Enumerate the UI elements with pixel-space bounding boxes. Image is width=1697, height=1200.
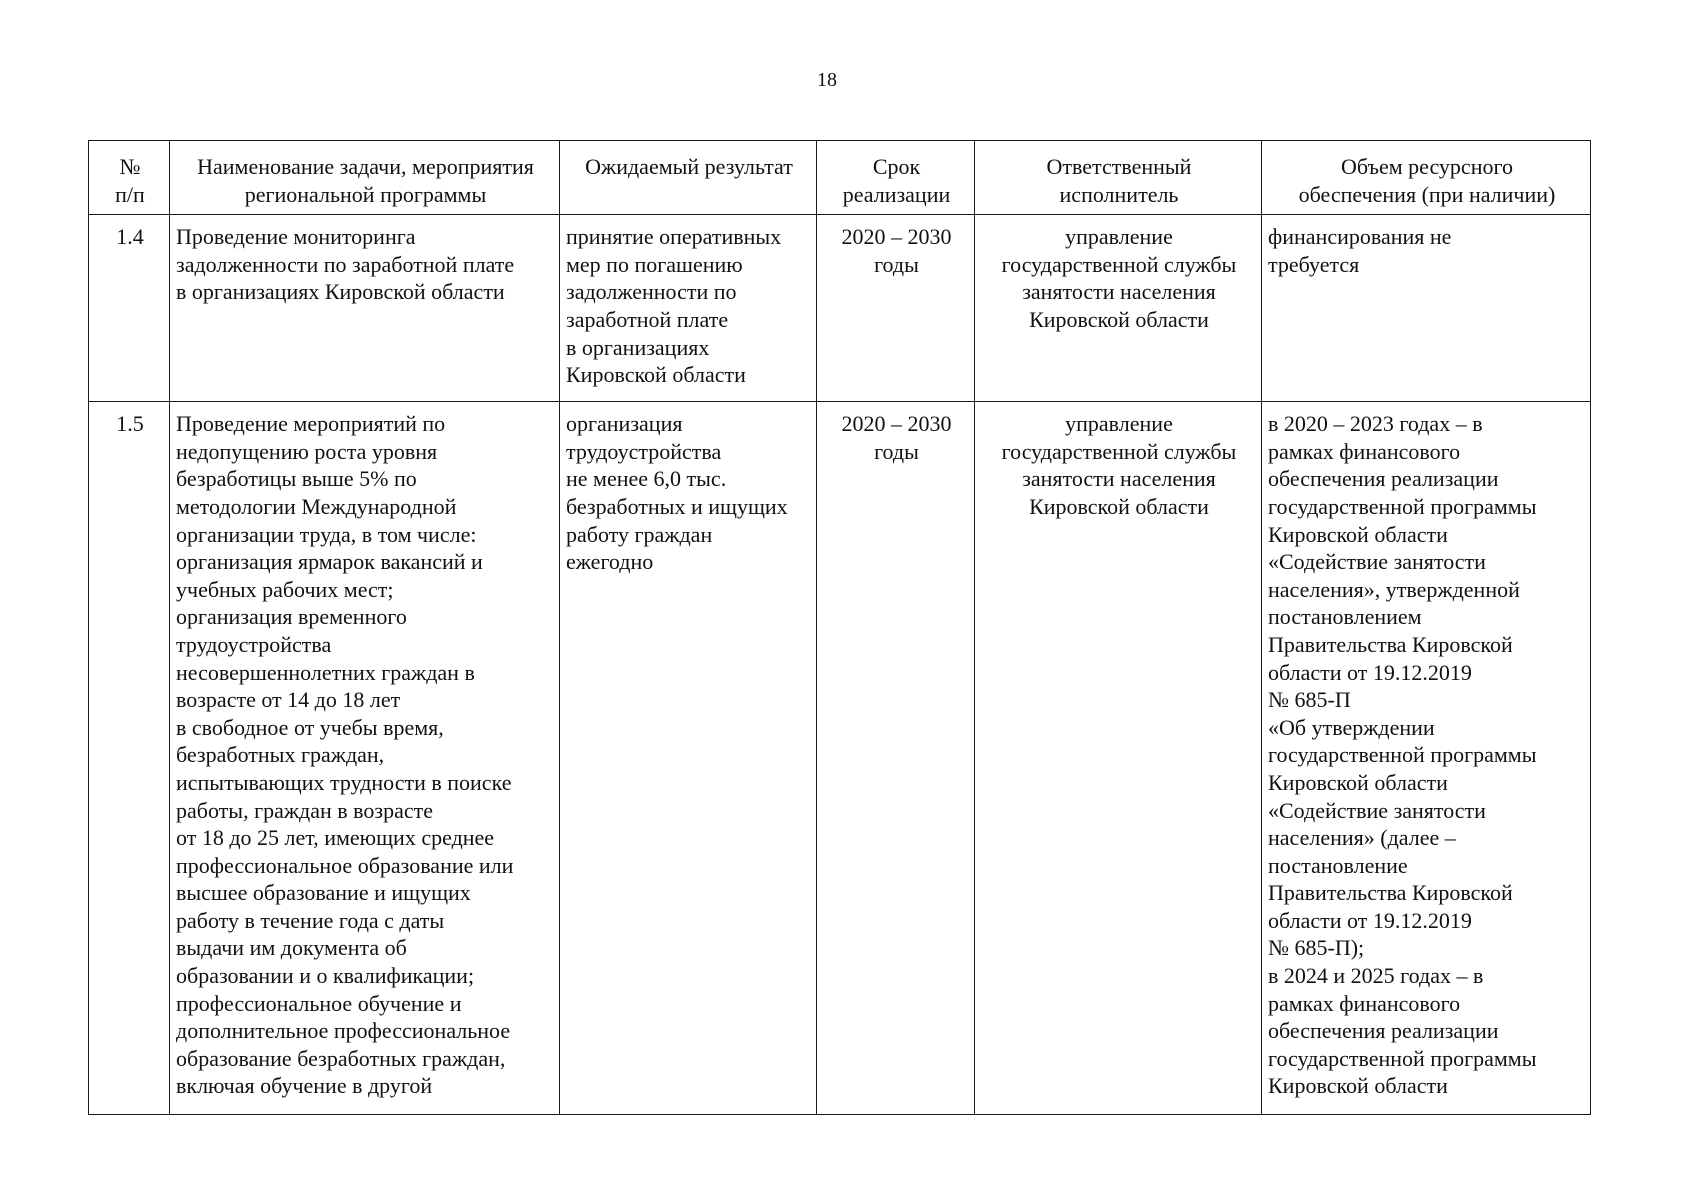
row-expected-result: принятие оперативных мер по погашению задолженности по заработной плате в организациях Кировской области xyxy=(560,215,817,402)
header-number: № п/п xyxy=(89,141,170,215)
row-resources: финансирования не требуется xyxy=(1262,215,1591,402)
row-expected-result: организация трудоустройства не менее 6,0 тыс. безработных и ищущих работу граждан ежегодно xyxy=(560,402,817,1115)
header-task-name: Наименование задачи, мероприятия региональной программы xyxy=(170,141,560,215)
row-term: 2020 – 2030 годы xyxy=(817,215,975,402)
table-header-row xyxy=(89,141,1591,215)
row-task-name: Проведение мероприятий по недопущению роста уровня безработицы выше 5% по методологии Международной организации труда, в том числе: организация ярмарок вакансий и учебных рабочих мест; организация временного трудоустройства несовершеннолетних граждан в возрасте от 14 до 18 лет в свободное от учебы время, безработных граждан, испытывающих трудности в поиске работы, граждан в возрасте от 18 до 25 лет, имеющих среднее профессиональное образование или высшее образование и ищущих работу в течение года с даты выдачи им документа об образовании и о квалификации; профессиональное обучение и дополнительное профессиональное образование безработных граждан, включая обучение в другой xyxy=(170,402,560,1115)
table-row xyxy=(89,215,1591,402)
row-resources: в 2020 – 2023 годах – в рамках финансового обеспечения реализации государственной программы Кировской области «Содействие занятости населения», утвержденной постановлением Правительства Кировской области от 19.12.2019 № 685-П «Об утверждении государственной программы Кировской области «Содействие занятости населения» (далее – постановление Правительства Кировской области от 19.12.2019 № 685-П); в 2024 и 2025 годах – в рамках финансового обеспечения реализации государственной программы Кировской области xyxy=(1262,402,1591,1115)
header-expected-result: Ожидаемый результат xyxy=(560,141,817,215)
row-term: 2020 – 2030 годы xyxy=(817,402,975,1115)
row-task-name: Проведение мониторинга задолженности по заработной плате в организациях Кировской области xyxy=(170,215,560,402)
measures-table xyxy=(88,140,1591,1115)
row-number: 1.5 xyxy=(89,402,170,1115)
row-executor: управление государственной службы занятости населения Кировской области xyxy=(975,402,1262,1115)
row-number: 1.4 xyxy=(89,215,170,402)
header-term: Срок реализации xyxy=(817,141,975,215)
row-executor: управление государственной службы занятости населения Кировской области xyxy=(975,215,1262,402)
header-resources: Объем ресурсного обеспечения (при наличии) xyxy=(1262,141,1591,215)
header-executor: Ответственный исполнитель xyxy=(975,141,1262,215)
page-number: 18 xyxy=(817,69,837,91)
table-row xyxy=(89,402,1591,1115)
